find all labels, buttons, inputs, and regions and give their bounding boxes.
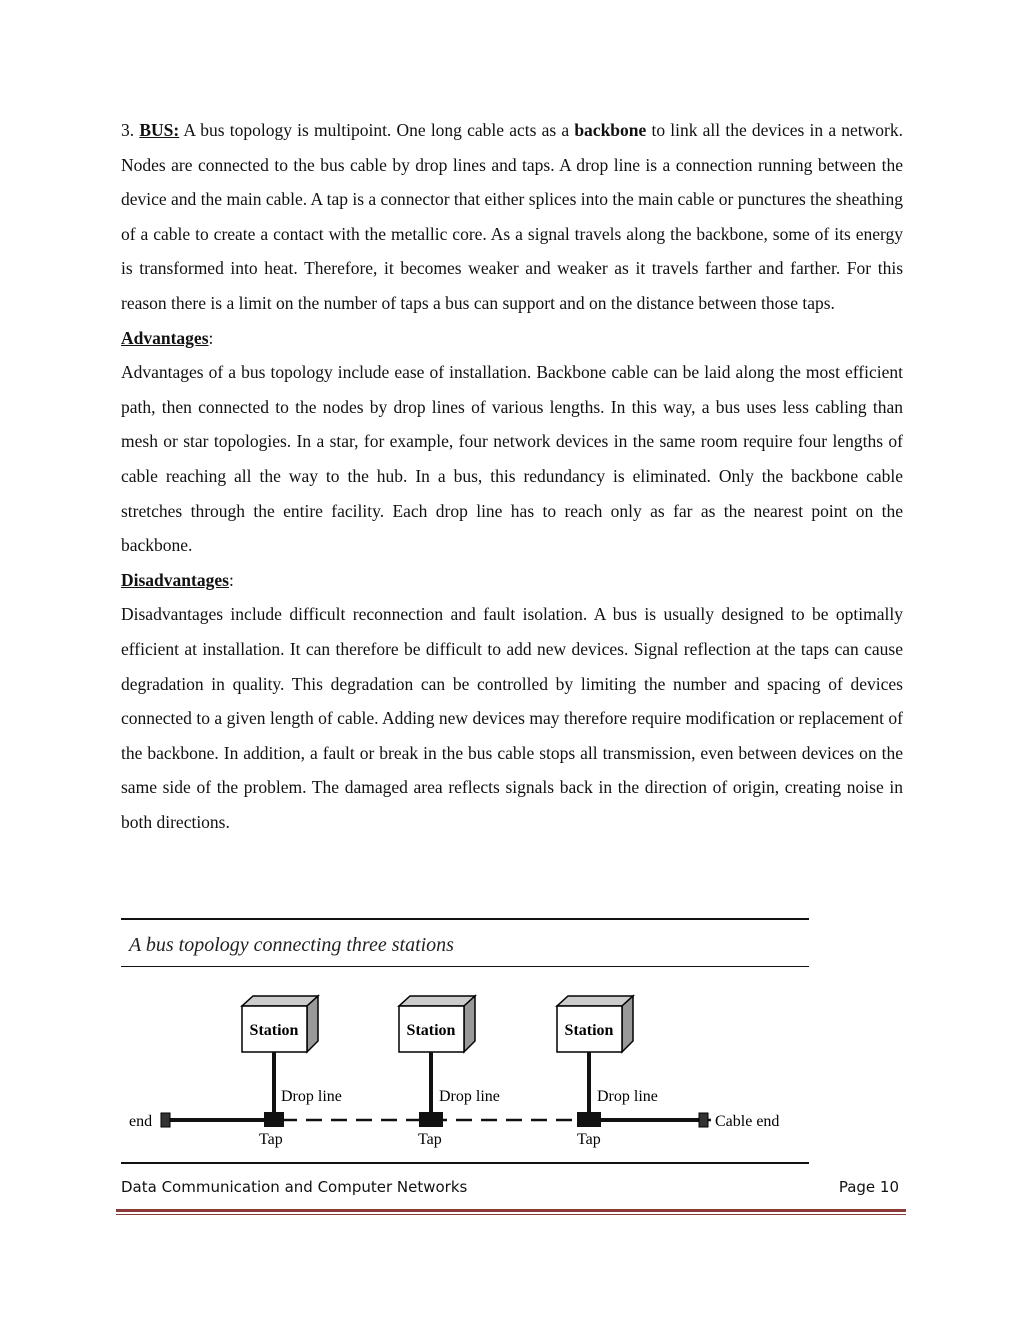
figure-caption: A bus topology connecting three stations — [129, 934, 454, 956]
bus-intro-rest: to link all the devices in a network. Nodes are connected to the bus cable by drop lines and taps. A drop line is a connection running between the device and the main cable. A tap is a connector that either splices into the main cable or punctures the sheathing of a cable to create a contact with the metallic core. As a signal travels along the backbone, some of its energy is transformed into heat. Therefore, it becomes weaker and weaker as it travels farther and farther. For this reason there is a limit on the number of taps a bus can support and on the distance between those taps. — [121, 120, 904, 313]
tap-1-label: Tap — [259, 1131, 283, 1148]
figure-bottom-rule — [121, 1162, 809, 1164]
station-1-label: Station — [249, 1022, 299, 1039]
drop-line-2-label: Drop line — [439, 1088, 500, 1105]
station-3 — [557, 996, 658, 1148]
drop-line-1-label: Drop line — [281, 1088, 342, 1105]
page-number: Page 10 — [838, 1178, 899, 1196]
tap-2-icon — [419, 1112, 443, 1127]
footer-rule-thin — [116, 1214, 906, 1215]
right-cable-end-icon — [699, 1113, 708, 1127]
tap-3-icon — [577, 1112, 601, 1127]
station-2 — [399, 996, 500, 1148]
tap-1-icon — [264, 1112, 284, 1127]
bus-paragraph — [121, 113, 903, 321]
section-title: BUS: — [139, 120, 180, 140]
station-2-label: Station — [406, 1022, 456, 1039]
bus-topology-figure — [121, 916, 809, 1166]
tap-2-label: Tap — [418, 1131, 442, 1148]
advantages-heading: Advantages: — [121, 327, 214, 348]
right-end-label: Cable end — [715, 1113, 780, 1130]
footer-rule-thick — [116, 1209, 906, 1212]
bus-intro-start: A bus topology is multipoint. One long cable acts as a — [179, 120, 575, 140]
left-cable-end-icon — [161, 1113, 170, 1127]
footer-title: Data Communication and Computer Networks — [121, 1178, 468, 1196]
station-3-label: Station — [564, 1022, 614, 1039]
station-1 — [242, 996, 342, 1148]
left-end-label: end — [129, 1113, 153, 1130]
page-body — [121, 113, 903, 839]
tap-3-label: Tap — [577, 1131, 601, 1148]
section-number: 3. — [121, 120, 135, 140]
disadvantages-paragraph: Disadvantages include difficult reconnection and fault isolation. A bus is usually designed to be optimally efficient at installation. It can therefore be difficult to add new devices. Signal reflection at the taps can cause degradation in quality. This degradation can be controlled by limiting the number and spacing of devices connected to a given length of cable. Adding new devices may therefore require modification or replacement of the backbone. In addition, a fault or break in the bus cable stops all transmission, even between devices on the same side of the problem. The damaged area reflects signals back in the direction of origin, creating noise in both directions. — [121, 604, 903, 832]
disadvantages-heading: Disadvantages: — [121, 569, 234, 590]
backbone-term: backbone — [574, 120, 647, 140]
bus-diagram — [121, 916, 809, 1166]
drop-line-3-label: Drop line — [597, 1088, 658, 1105]
advantages-paragraph: Advantages of a bus topology include ease of installation. Backbone cable can be laid along the most efficient path, then connected to the nodes by drop lines of various lengths. In this way, a bus uses less cabling than mesh or star topologies. In a star, for example, four network devices in the same room require four lengths of cable reaching all the way to the hub. In a bus, this redundancy is eliminated. Only the backbone cable stretches through the entire facility. Each drop line has to reach only as far as the nearest point on the backbone. — [121, 362, 903, 556]
